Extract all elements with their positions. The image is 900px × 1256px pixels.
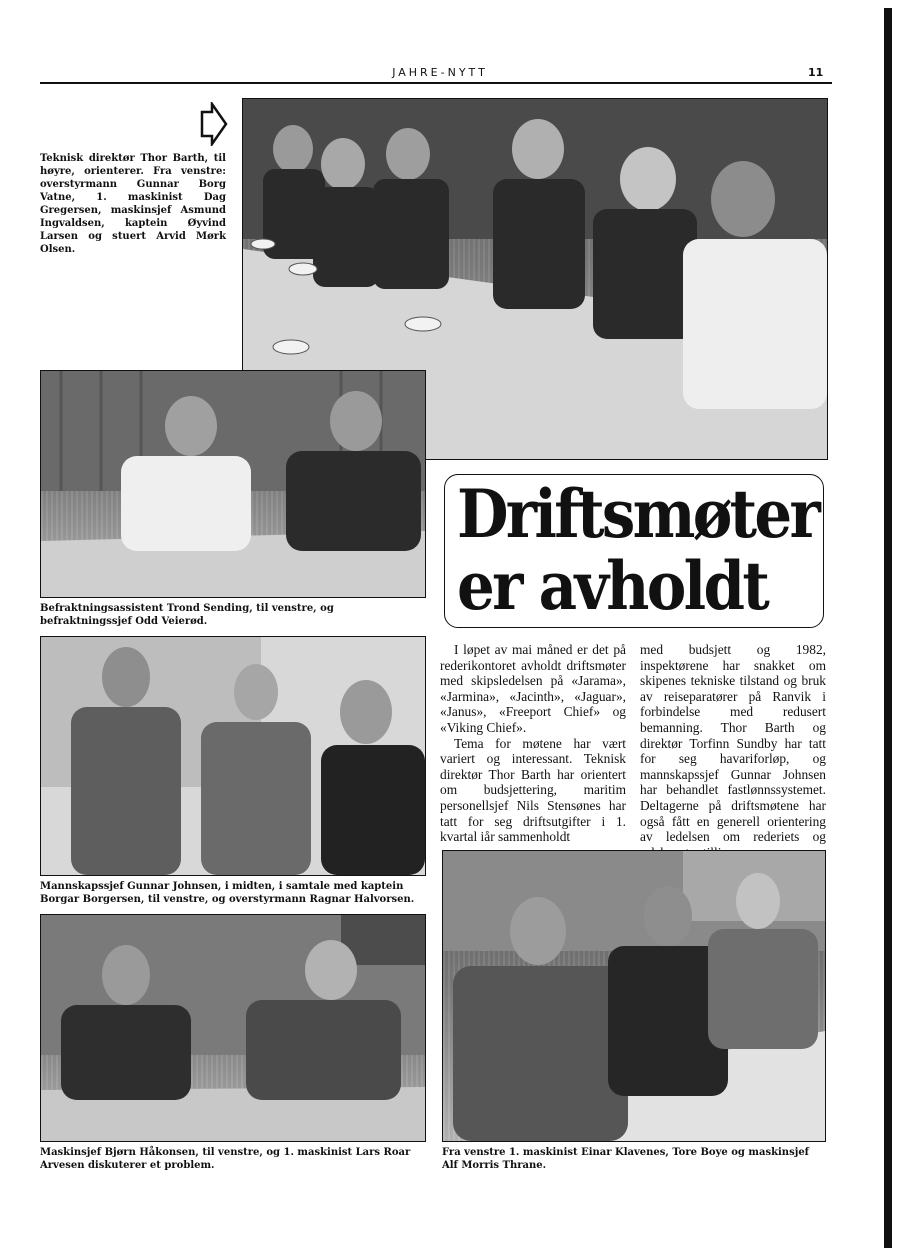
article-paragraph: med budsjett og 1982, inspektørene har snakket om skipenes tekniske tilstand og bruk av reiseparatører på Ranvik i forbindelse med redusert bemanning. Thor Barth og direktør Torfinn Sundby har tatt for seg havariforløp, og mannskapssjef Gunnar Johnsen har behandlet fastlønnssystemet. Deltagerne på driftsmøtene har også fått en generell orientering av ledelsen om rederiets og bbox=[640, 642, 826, 845]
caption-photo-1: Teknisk direktør Thor Barth, til høyre, orienterer. Fra venstre: overstyrmann Gunnar Borg Vatne, 1. maskinist Dag Gregersen, maskinsjef Asmund Ingvaldsen, kaptein Øyvind Larsen og stuert Arvid Mørk Olsen. bbox=[40, 153, 226, 255]
caption-photo-5: Fra venstre 1. maskinist Einar Klavenes, Tore Boye og maskinsjef Alf Morris Thrane. bbox=[442, 1147, 809, 1171]
header-title: JAHRE-NYTT bbox=[392, 66, 488, 79]
photo-machinists bbox=[442, 850, 826, 1142]
right-arrow-icon bbox=[196, 102, 228, 146]
headline-line-2: er avholdt bbox=[457, 547, 768, 625]
page-edge bbox=[884, 8, 892, 1248]
article-column-2 bbox=[640, 642, 826, 860]
caption-photo-2: Befraktningsassistent Trond Sending, til venstre, og befraktningssjef Odd Veierød. bbox=[40, 603, 334, 627]
article-column-1 bbox=[440, 642, 626, 845]
page-number: 11 bbox=[808, 66, 824, 79]
photo-chartering bbox=[40, 370, 426, 598]
article-paragraph: Tema for møtene har vært variert og interessant. Teknisk direktør Thor Barth har orientert om budsjettering, maritim personellsjef Nils Stensønes har tatt for seg driftsutgifter i 1. kvartal iår sammenholdt bbox=[440, 735, 626, 845]
headline-box bbox=[444, 474, 824, 628]
photo-crew-managers bbox=[40, 636, 426, 876]
header-rule bbox=[40, 82, 832, 84]
caption-photo-4: Maskinsjef Bjørn Håkonsen, til venstre, og 1. maskinist Lars Roar Arvesen diskuterer et problem. bbox=[40, 1147, 411, 1171]
photo-engineers bbox=[40, 914, 426, 1142]
article-paragraph: I løpet av mai måned er det på rederikontoret avholdt driftsmøter med skipsledelsen på «Jarama», «Jarmina», «Jacinth», «Jaguar», «Janus», «Freeport Chief» og «Viking Chief». bbox=[440, 642, 626, 735]
caption-photo-3: Mannskapssjef Gunnar Johnsen, i midten, i samtale med kaptein Borgar Borgersen, til venstre, og overstyrmann Ragnar Halvorsen. bbox=[40, 881, 415, 905]
headline-line-1: Driftsmøter bbox=[457, 475, 819, 553]
